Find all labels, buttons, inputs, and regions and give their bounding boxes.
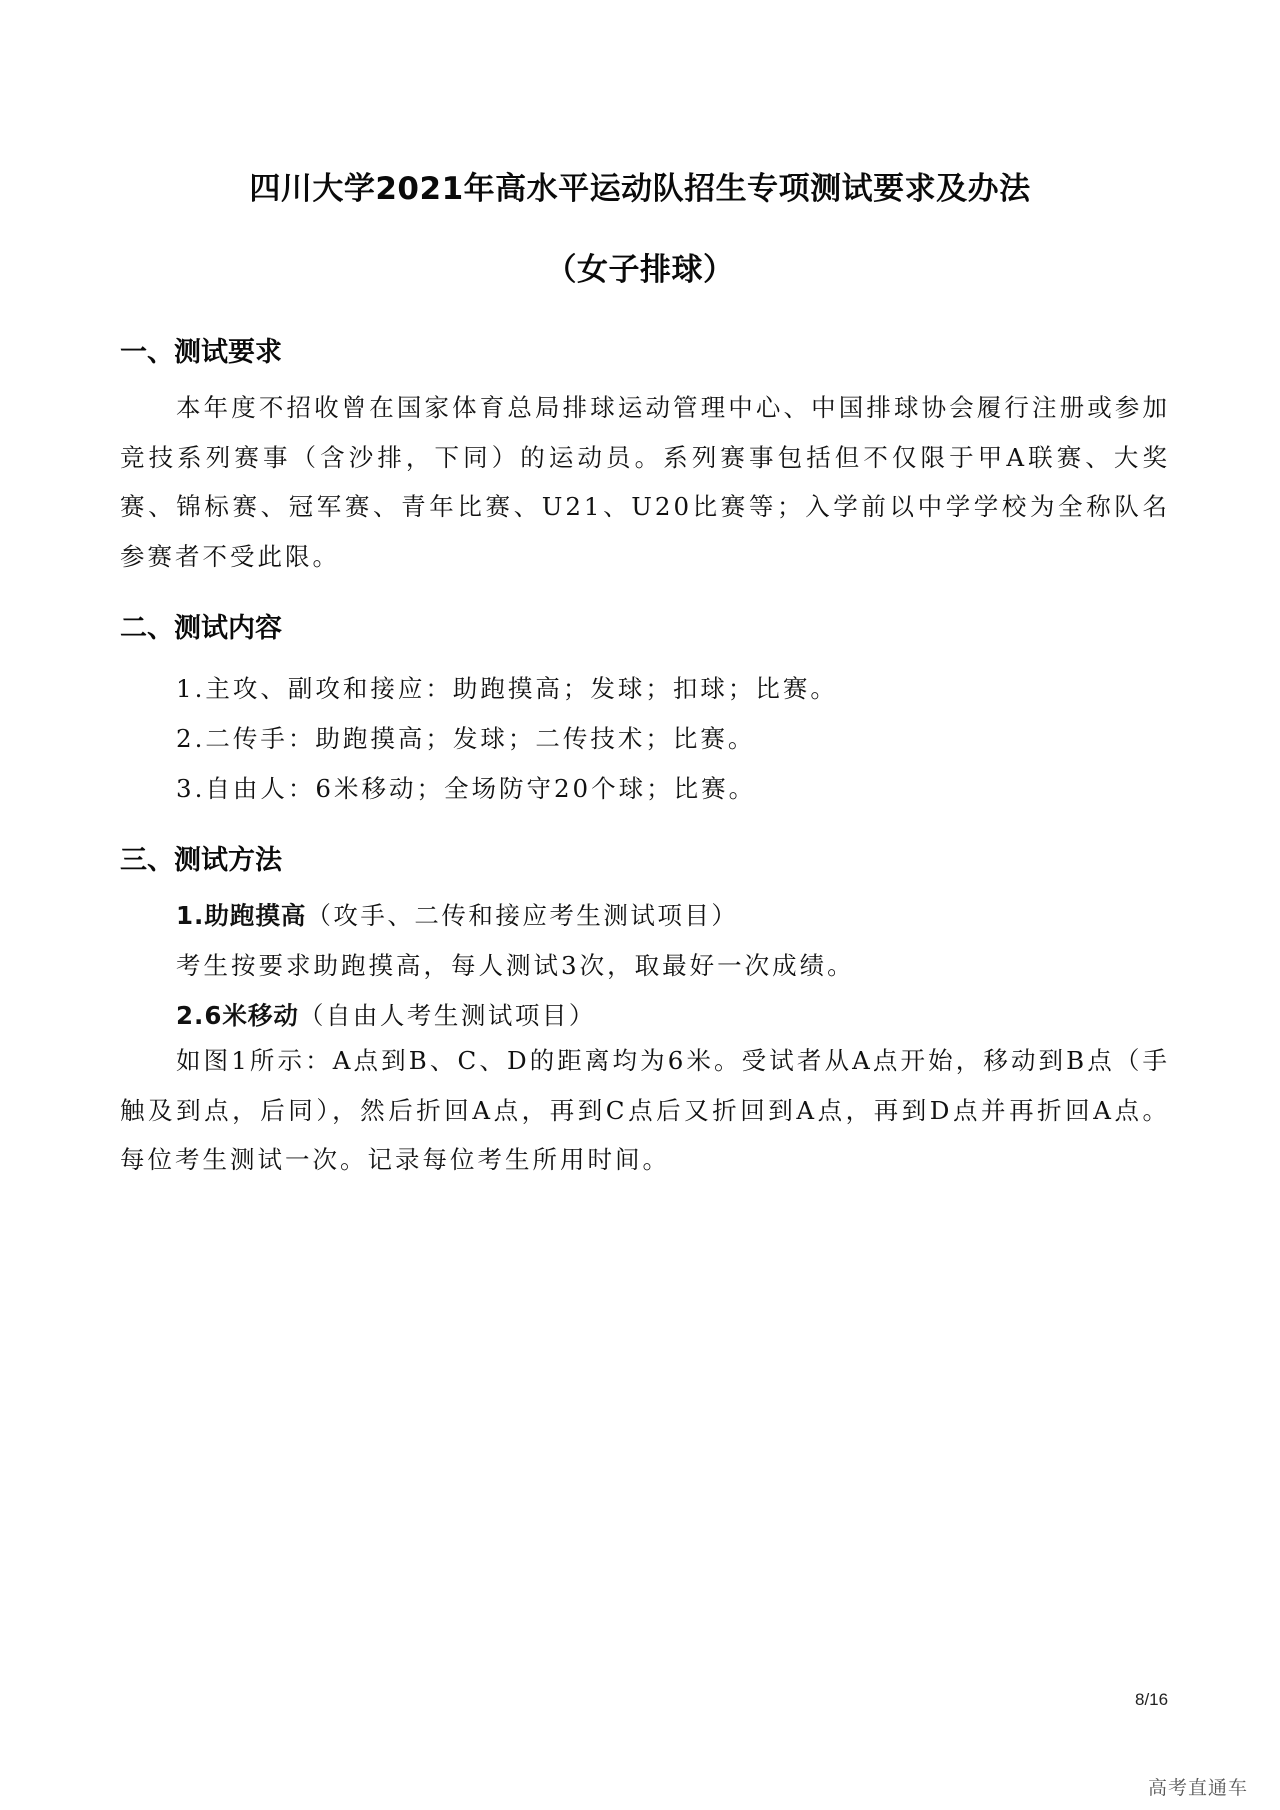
document-title: 四川大学2021年高水平运动队招生专项测试要求及办法: [249, 171, 1031, 207]
section3-item1-heading: [176, 897, 738, 932]
section2-item-1: 1.主攻、副攻和接应：助跑摸高；发球；扣球；比赛。: [176, 674, 838, 703]
section2-heading: 二、测试内容: [120, 613, 282, 644]
page-number: 8/16: [1135, 1690, 1169, 1709]
watermark-text: 高考直通车: [1148, 1777, 1249, 1799]
section2-item-3: 3.自由人：6米移动；全场防守20个球；比赛。: [176, 774, 757, 803]
section3-item2-heading: [176, 997, 596, 1032]
section3-heading: 三、测试方法: [120, 845, 282, 876]
document-subtitle: （女子排球）: [545, 252, 735, 288]
section3-item2-title: 2.6米移动: [176, 1001, 299, 1030]
section3-item1-body: 考生按要求助跑摸高，每人测试3次，取最好一次成绩。: [176, 951, 855, 980]
section3-item1-title: 1.助跑摸高: [176, 901, 307, 930]
section1-heading: 一、测试要求: [120, 337, 282, 368]
section3-item1-note: （攻手、二传和接应考生测试项目）: [306, 901, 739, 930]
section1-body: 本年度不招收曾在国家体育总局排球运动管理中心、中国排球协会履行注册或参加竞技系列赛事（含沙排，下同）的运动员。系列赛事包括但不仅限于甲A联赛、大奖赛、锦标赛、冠军赛、青年比赛、U21、U20比赛等；入学前以中学学校为全称队名参赛者不受此限。: [120, 393, 1170, 571]
section3-item2-note: （自由人考生测试项目）: [298, 1001, 596, 1030]
section3-item2-body: 如图1所示：A点到B、C、D的距离均为6米。受试者从A点开始，移动到B点（手触及到点，后同），然后折回A点，再到C点后又折回到A点，再到D点并再折回A点。每位考生测试一次。记录每位考生所用时间。: [120, 1046, 1170, 1174]
section2-item-2: 2.二传手：助跑摸高；发球；二传技术；比赛。: [176, 724, 756, 753]
